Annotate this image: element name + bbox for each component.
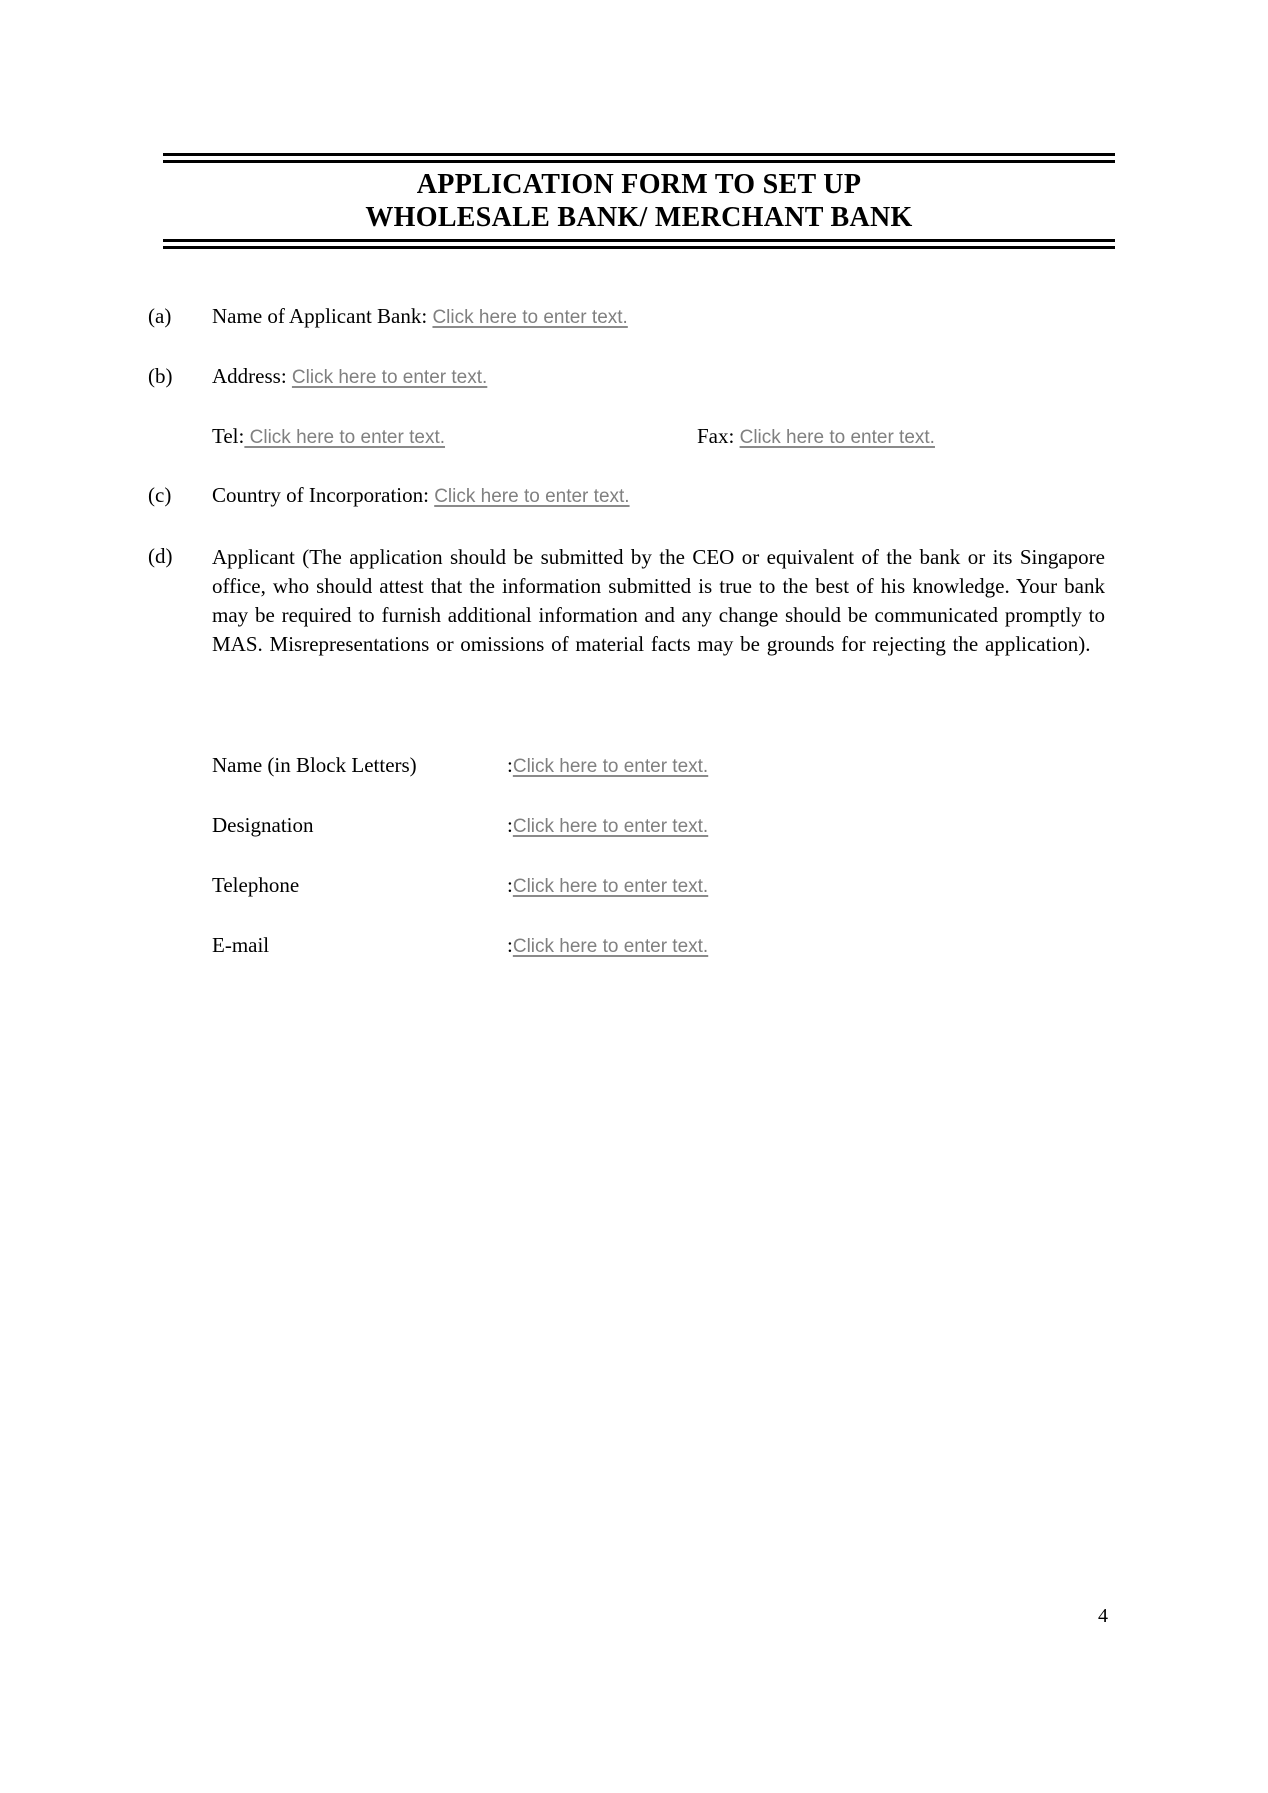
address-placeholder[interactable]: Click here to enter text.	[291, 367, 488, 388]
designation-field-value	[507, 812, 708, 840]
page-number: 4	[1098, 1605, 1108, 1627]
name-field-value	[507, 752, 708, 780]
telephone-colon: :	[507, 873, 513, 897]
tel-placeholder[interactable]: Click here to enter text.	[244, 427, 446, 448]
fax-placeholder[interactable]: Click here to enter text.	[739, 427, 935, 448]
designation-colon: :	[507, 813, 513, 837]
item-a-label: Name of Applicant Bank:	[212, 304, 428, 328]
applicant-bank-name-placeholder[interactable]: Click here to enter text.	[432, 307, 628, 328]
item-c-row	[148, 482, 1118, 510]
form-title-line2: WHOLESALE BANK/ MERCHANT BANK	[365, 202, 913, 233]
form-title	[163, 153, 1115, 249]
item-c-label: Country of Incorporation:	[212, 483, 429, 507]
field-row-designation	[212, 812, 1118, 839]
telephone-field-label: Telephone	[212, 873, 300, 897]
item-b-marker: (b)	[148, 364, 173, 388]
telephone-placeholder[interactable]: Click here to enter text.	[512, 876, 709, 897]
field-row-name	[212, 752, 1118, 779]
telephone-field-value	[507, 872, 708, 900]
email-field-value	[507, 932, 708, 960]
name-field-label: Name (in Block Letters)	[212, 753, 417, 777]
name-placeholder[interactable]: Click here to enter text.	[512, 756, 709, 777]
form-title-line1: APPLICATION FORM TO SET UP	[416, 169, 862, 200]
fax-group	[697, 423, 935, 451]
item-b-row	[148, 363, 1118, 391]
field-row-email	[212, 932, 1118, 959]
tel-group	[212, 423, 445, 451]
item-d-marker: (d)	[148, 544, 173, 568]
item-c-marker: (c)	[148, 483, 172, 507]
country-of-incorporation-placeholder[interactable]: Click here to enter text.	[434, 486, 630, 507]
email-placeholder[interactable]: Click here to enter text.	[512, 936, 709, 957]
item-b-label: Address:	[212, 364, 287, 388]
designation-placeholder[interactable]: Click here to enter text.	[512, 816, 709, 837]
email-colon: :	[507, 933, 513, 957]
field-row-telephone	[212, 872, 1118, 899]
item-d-row	[148, 543, 1118, 659]
fax-label: Fax:	[697, 424, 735, 448]
item-a-row	[148, 303, 1118, 331]
email-field-label: E-mail	[212, 933, 270, 957]
name-colon: :	[507, 753, 513, 777]
item-a-marker: (a)	[148, 304, 172, 328]
designation-field-label: Designation	[212, 813, 314, 837]
applicant-declaration-text: Applicant (The application should be submitted by the CEO or equivalent of the bank or its Singapore office, who should attest that the information submitted is true to the best of his knowledge. Your bank may be required to furnish additional information and any change should be communicated promptly to MAS. Misrepresentations or omissions of material facts may be grounds for rejecting the application).	[212, 545, 1105, 656]
tel-label: Tel:	[212, 424, 245, 448]
